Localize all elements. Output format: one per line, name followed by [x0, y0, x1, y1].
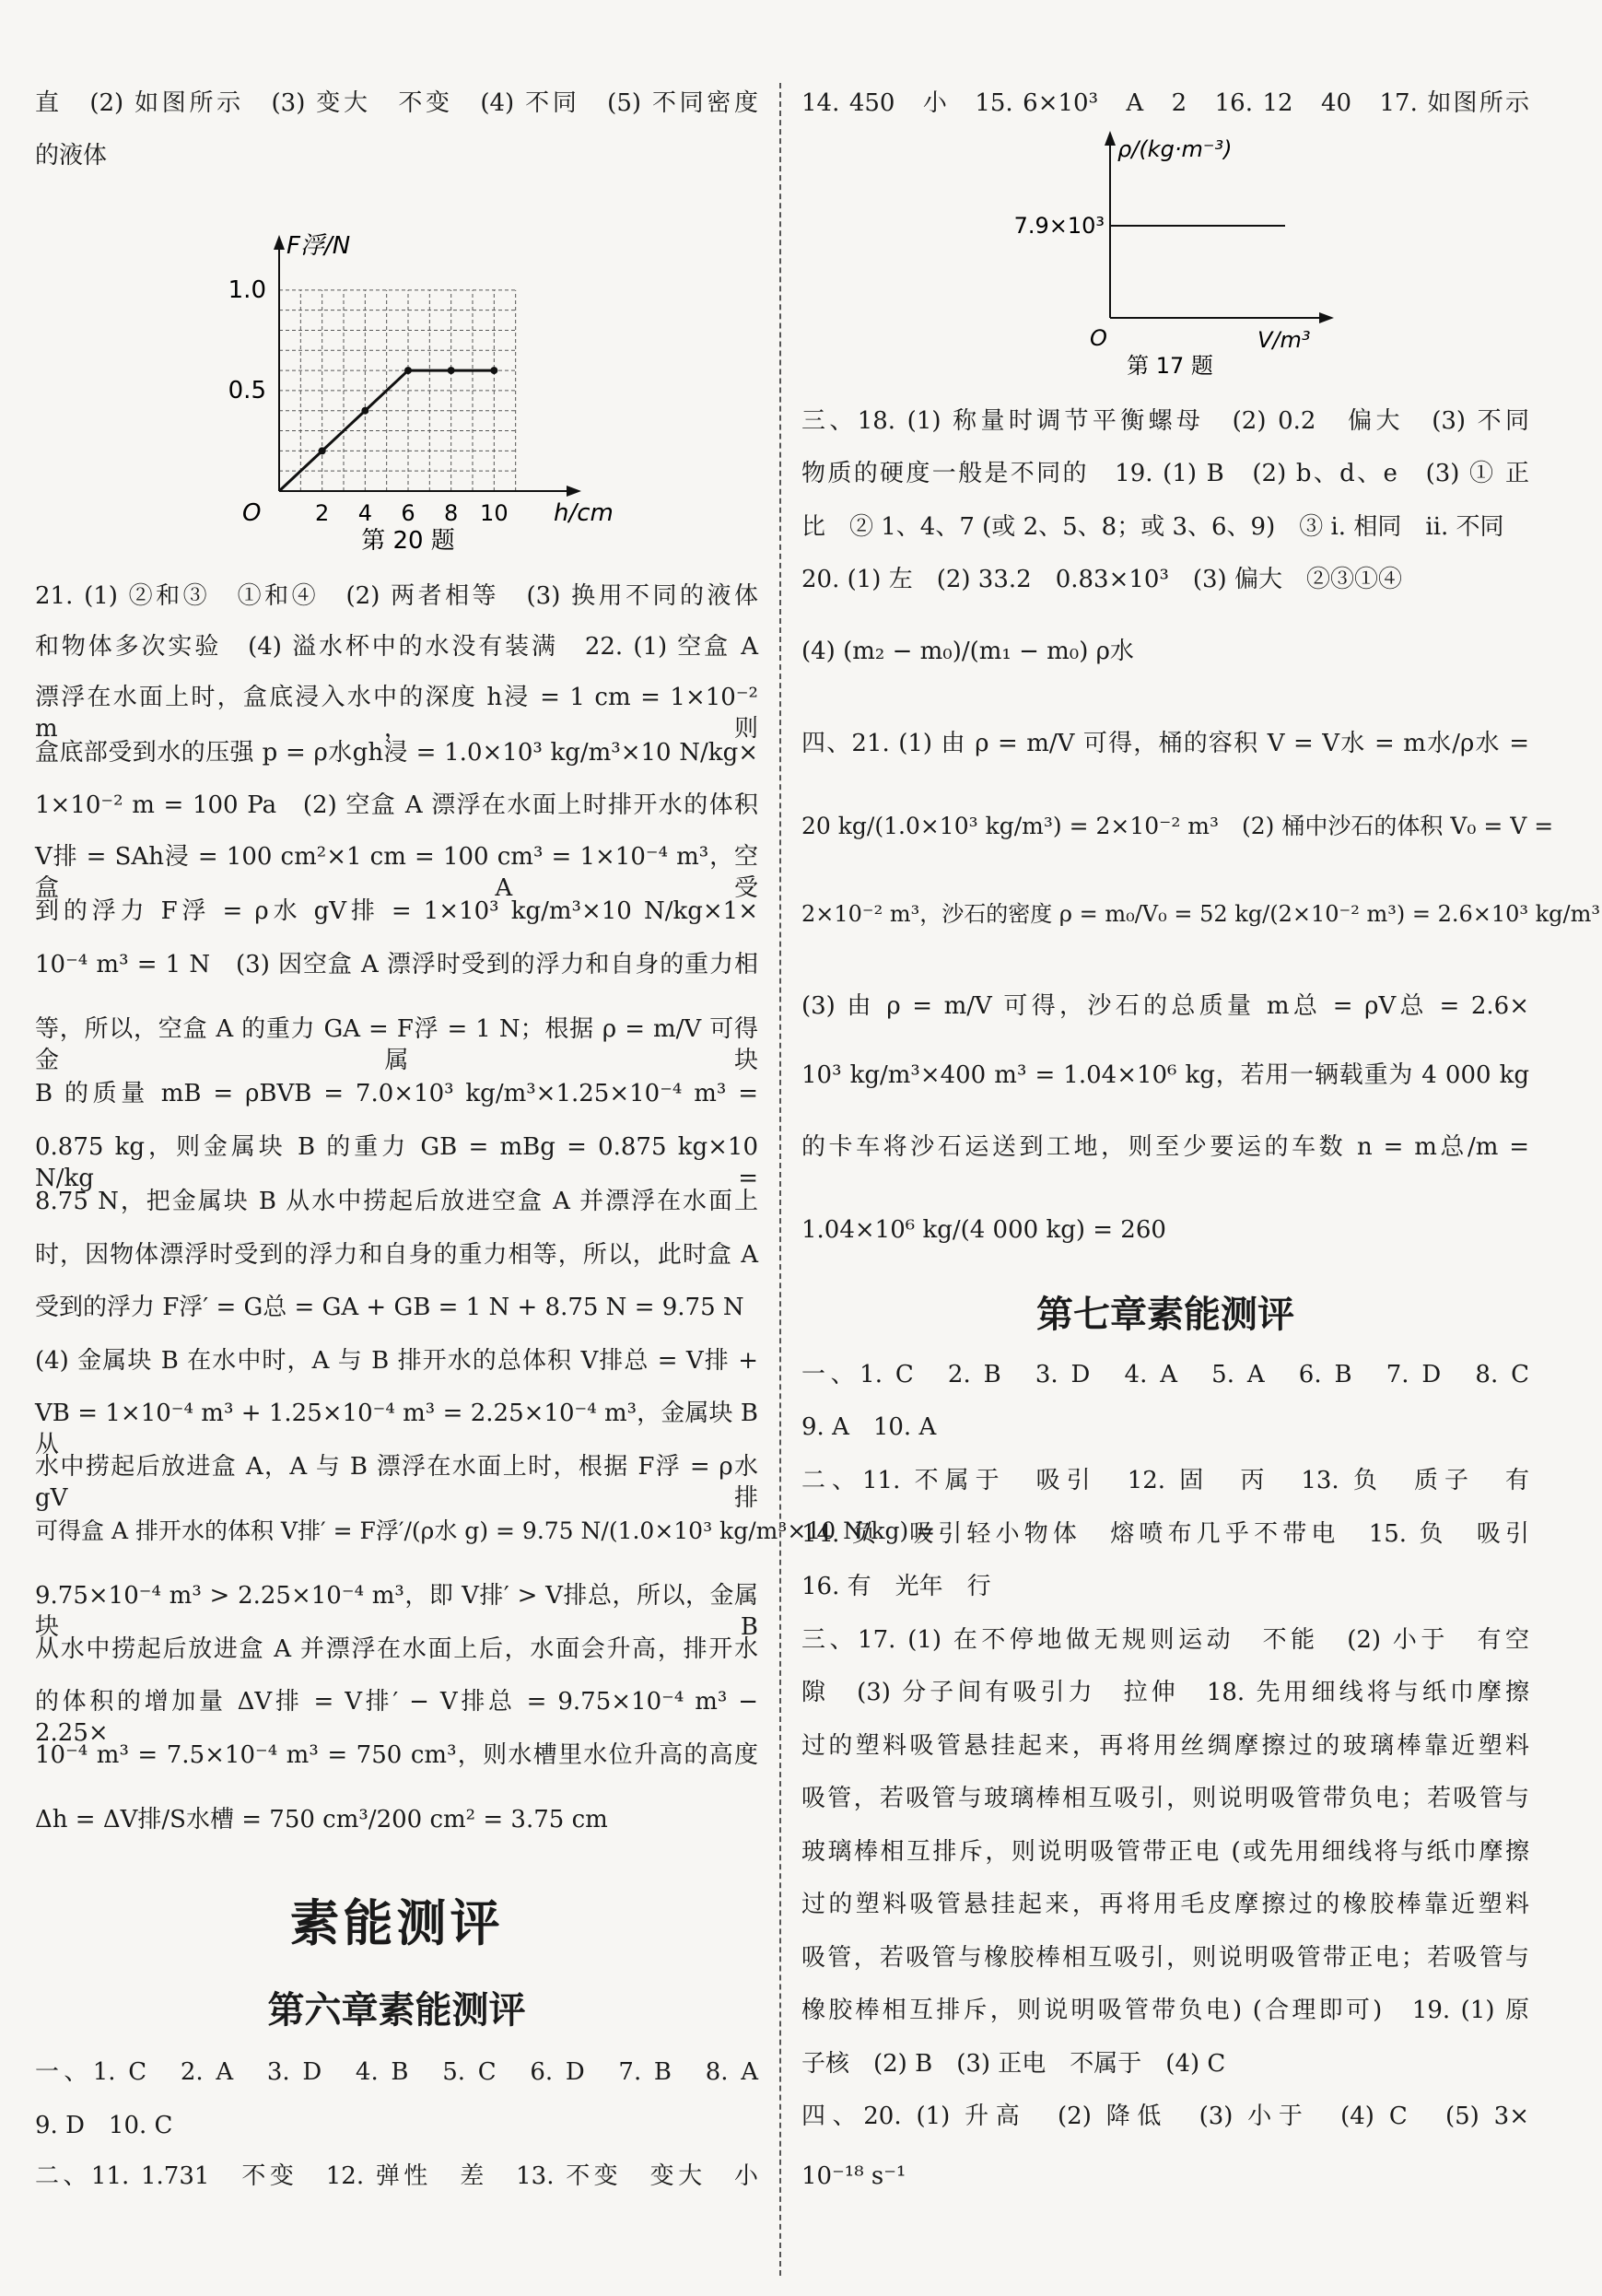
text-line: 盒底部受到水的压强 p = ρ水gh浸 = 1.0×10³ kg/m³×10 N/kg×: [35, 739, 758, 767]
text-line: 的卡车将沙石运送到工地，则至少要运的车数 n = m总/m =: [801, 1133, 1529, 1161]
x-axis-arrow: [567, 486, 581, 497]
x-tick-label: 10: [480, 500, 509, 526]
text-line: 水中捞起后放进盒 A，A 与 B 漂浮在水面上时，根据 F浮 = ρ水 gV排: [35, 1453, 758, 1512]
text-line: 20. (1) 左 (2) 33.2 0.83×10³ (3) 偏大 ②③①④: [801, 566, 1402, 593]
y-tick-label: 0.5: [228, 376, 266, 404]
answer-line: 10⁻¹⁸ s⁻¹: [801, 2162, 906, 2190]
text-line: 10⁻⁴ m³ = 1 N (3) 因空盒 A 漂浮时受到的浮力和自身的重力相: [35, 951, 758, 978]
text-line: (4) (m₂ − m₀)/(m₁ − m₀) ρ水: [801, 638, 1134, 665]
answer-line: 橡胶棒相互排斥，则说明吸管带负电) (合理即可) 19. (1) 原: [801, 1997, 1529, 2024]
chart-caption: 第 17 题: [1127, 353, 1213, 379]
origin-label: O: [1090, 325, 1107, 351]
text-line: 10³ kg/m³×400 m³ = 1.04×10⁶ kg，若用一辆载重为 4 000 kg: [801, 1061, 1529, 1089]
text-line: 的体积的增加量 ΔV排 = V排′ − V排总 = 9.75×10⁻⁴ m³ − 2.25×: [35, 1688, 758, 1747]
y-axis-arrow: [1105, 131, 1116, 146]
x-axis-label: V/m³: [1257, 327, 1311, 353]
x-axis-arrow: [1319, 312, 1334, 323]
data-point: [319, 447, 326, 454]
text-line: 的液体: [35, 142, 108, 170]
text-line: VB = 1×10⁻⁴ m³ + 1.25×10⁻⁴ m³ = 2.25×10⁻⁴ m³，金属块 B 从: [35, 1400, 758, 1458]
text-line: 8.75 N，把金属块 B 从水中捞起后放进空盒 A 并漂浮在水面上: [35, 1188, 758, 1215]
text-line: 21. (1) ②和③ ①和④ (2) 两者相等 (3) 换用不同的液体: [35, 582, 758, 610]
text-line: 等，所以，空盒 A 的重力 GA = F浮 = 1 N；根据 ρ = m/V 可得金属块: [35, 1015, 758, 1074]
answer-line: 14. 负 吸引轻小物体 熔喷布几乎不带电 15. 负 吸引: [801, 1520, 1529, 1548]
text-line: 和物体多次实验 (4) 溢水杯中的水没有装满 22. (1) 空盒 A: [35, 633, 758, 661]
text-line: 四、21. (1) 由 ρ = m/V 可得，桶的容积 V = V水 = m水/ρ水 =: [801, 730, 1529, 757]
text-line: 0.875 kg，则金属块 B 的重力 GB = mBg = 0.875 kg×10 N/kg =: [35, 1133, 758, 1192]
chart-series: [279, 367, 497, 491]
text-line: 从水中捞起后放进盒 A 并漂浮在水面上后，水面会升高，排开水: [35, 1635, 758, 1663]
text-line: Δh = ΔV排/S水槽 = 750 cm³/200 cm² = 3.75 cm: [35, 1806, 608, 1833]
figure-17-chart: [986, 120, 1311, 396]
text-line: B 的质量 mB = ρBVB = 7.0×10³ kg/m³×1.25×10⁻⁴ m³ =: [35, 1080, 758, 1107]
answer-line: 吸管，若吸管与玻璃棒相互吸引，则说明吸管带负电；若吸管与: [801, 1785, 1529, 1812]
text-line: 1.04×10⁶ kg/(4 000 kg) = 260: [801, 1216, 1166, 1244]
y-value-label: 7.9×10³: [1013, 213, 1105, 239]
data-point: [490, 367, 497, 374]
answer-line: 一、1. C 2. B 3. D 4. A 5. A 6. B 7. D 8. C: [801, 1361, 1529, 1388]
answer-line: 过的塑料吸管悬挂起来，再将用丝绸摩擦过的玻璃棒靠近塑料: [801, 1732, 1529, 1760]
text-line: 直 (2) 如图所示 (3) 变大 不变 (4) 不同 (5) 不同密度: [35, 89, 758, 117]
answer-line: 吸管，若吸管与橡胶棒相互吸引，则说明吸管带正电；若吸管与: [801, 1944, 1529, 1972]
y-axis-arrow: [274, 235, 285, 250]
answer-line: 二、11. 不属于 吸引 12. 固 丙 13. 负 质子 有: [801, 1467, 1529, 1494]
text-line: 物质的硬度一般是不同的 19. (1) B (2) b、d、e (3) ① 正: [801, 460, 1529, 487]
answer-line: 隙 (3) 分子间有吸引力 拉伸 18. 先用细线将与纸巾摩擦: [801, 1679, 1529, 1706]
answer-line: 9. D 10. C: [35, 2112, 173, 2139]
chart-body: [1014, 131, 1334, 379]
section-title: 素能测评: [289, 1894, 504, 1952]
x-axis-label: h/cm: [554, 499, 614, 527]
text-line: 漂浮在水面上时，盒底浸入水中的深度 h浸 = 1 cm = 1×10⁻² m，则: [35, 684, 758, 743]
chart-labels: [228, 232, 614, 555]
y-axis-label: F浮/N: [286, 232, 351, 260]
chart-grid: [279, 290, 516, 491]
y-tick-label: 1.0: [228, 275, 266, 304]
answer-line: 二、11. 1.731 不变 12. 弹性 差 13. 不变 变大 小: [35, 2162, 758, 2190]
text-line: 比 ② 1、4、7 (或 2、5、8；或 3、6、9) ③ ⅰ. 相同 ⅱ. 不同: [801, 513, 1504, 541]
text-line: 9.75×10⁻⁴ m³ > 2.25×10⁻⁴ m³，即 V排′ > V排总，所以，金属块 B: [35, 1582, 758, 1641]
chart-axes: [274, 235, 581, 497]
text-line: 2×10⁻² m³，沙石的密度 ρ = m₀/V₀ = 52 kg/(2×10⁻² m³) = 2.6×10³ kg/m³: [801, 901, 1601, 927]
data-point: [361, 407, 368, 415]
chart-caption: 第 20 题: [361, 527, 455, 555]
answer-line: 玻璃棒相互排斥，则说明吸管带正电 (或先用细线将与纸巾摩擦: [801, 1838, 1529, 1866]
x-tick-label: 2: [315, 500, 330, 526]
text-line: 到的浮力 F浮 = ρ水 gV排 = 1×10³ kg/m³×10 N/kg×1×: [35, 897, 758, 925]
text-line: V排 = SAh浸 = 100 cm²×1 cm = 100 cm³ = 1×10⁻⁴ m³，空盒 A 受: [35, 843, 758, 902]
answer-line: 子核 (2) B (3) 正电 不属于 (4) C: [801, 2050, 1226, 2078]
answer-line: 16. 有 光年 行: [801, 1573, 991, 1600]
text-line: 三、18. (1) 称量时调节平衡螺母 (2) 0.2 偏大 (3) 不同: [801, 407, 1529, 435]
text-line: 10⁻⁴ m³ = 7.5×10⁻⁴ m³ = 750 cm³，则水槽里水位升高的高度: [35, 1741, 758, 1769]
chapter7-title: 第七章素能测评: [1036, 1294, 1294, 1336]
text-line: (4) 金属块 B 在水中时，A 与 B 排开水的总体积 V排总 = V排 +: [35, 1347, 758, 1375]
column-divider: [779, 83, 781, 2276]
answer-line: 9. A 10. A: [801, 1413, 937, 1441]
answer-line: 三、17. (1) 在不停地做无规则运动 不能 (2) 小于 有空: [801, 1626, 1529, 1654]
text-line: 可得盒 A 排开水的体积 V排′ = F浮′/(ρ水 g) = 9.75 N/(1.0×10³ kg/m³×10 N/kg) =: [35, 1517, 936, 1544]
text-line: (3) 由 ρ = m/V 可得，沙石的总质量 m总 = ρV总 = 2.6×: [801, 992, 1529, 1020]
text-line: 时，因物体漂浮时受到的浮力和自身的重力相等，所以，此时盒 A: [35, 1241, 758, 1269]
answer-line: 一、1. C 2. A 3. D 4. B 5. C 6. D 7. B 8. A: [35, 2058, 758, 2086]
x-tick-label: 6: [401, 500, 415, 526]
x-tick-label: 4: [357, 500, 372, 526]
figure-20-chart: [192, 182, 634, 569]
data-point: [448, 367, 455, 374]
text-line: 14. 450 小 15. 6×10³ A 2 16. 12 40 17. 如图所示: [801, 89, 1529, 117]
answer-line: 过的塑料吸管悬挂起来，再将用毛皮摩擦过的橡胶棒靠近塑料: [801, 1891, 1529, 1918]
text-line: 受到的浮力 F浮′ = G总 = GA + GB = 1 N + 8.75 N = 9.75 N: [35, 1294, 744, 1321]
y-axis-label: ρ/(kg·m⁻³): [1117, 136, 1233, 162]
text-line: 20 kg/(1.0×10³ kg/m³) = 2×10⁻² m³ (2) 桶中沙石的体积 V₀ = V =: [801, 813, 1554, 839]
x-tick-label: 8: [444, 500, 459, 526]
data-point: [404, 367, 412, 374]
text-line: 1×10⁻² m = 100 Pa (2) 空盒 A 漂浮在水面上时排开水的体积: [35, 791, 758, 819]
origin-label: O: [242, 499, 262, 527]
chapter6-title: 第六章素能测评: [267, 1989, 526, 2032]
answer-line: 四、20. (1) 升高 (2) 降低 (3) 小于 (4) C (5) 3×: [801, 2103, 1529, 2130]
